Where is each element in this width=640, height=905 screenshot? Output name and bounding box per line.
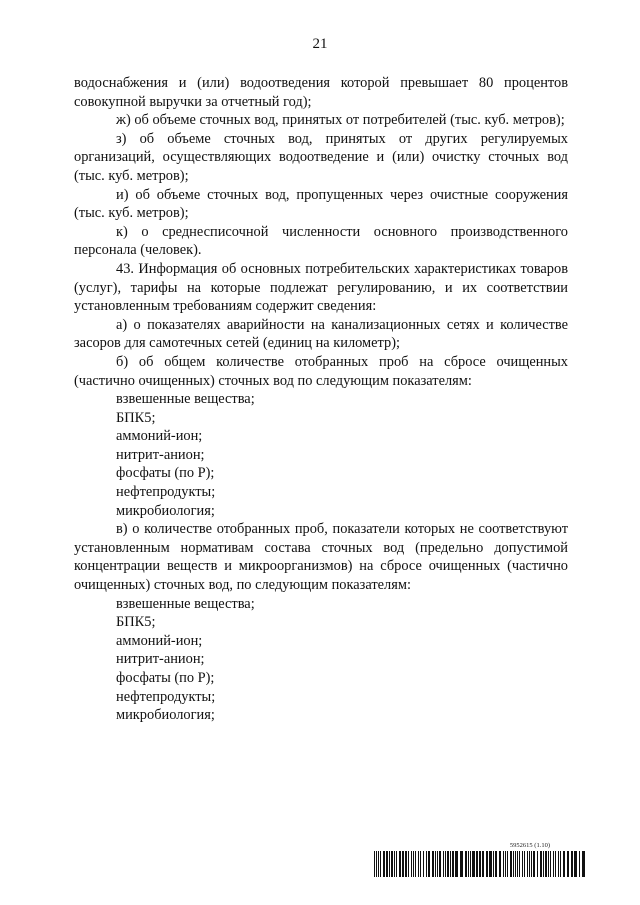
list-item: аммоний-ион;: [116, 632, 203, 649]
document-body: [74, 74, 568, 725]
paragraph-section-43: 43. Информация об основных потребительских характеристиках товаров (услуг), тарифы на которые подлежат регулированию, и их соответствии установленным требованиям содержит сведения:: [74, 260, 568, 315]
list-item: фосфаты (по Р);: [116, 670, 215, 686]
list-item: фосфаты (по Р);: [116, 465, 215, 482]
paragraph-item-zh: ж) об объеме сточных вод, принятых от потребителей (тыс. куб. метров);: [116, 112, 565, 129]
list-item: нефтепродукты;: [116, 688, 216, 705]
barcode-block: [374, 842, 588, 877]
paragraph-item-i: и) об объеме сточных вод, пропущенных через очистные сооружения (тыс. куб. метров);: [74, 186, 568, 222]
paragraph-item-a: а) о показателях аварийности на канализационных сетях и количестве засоров для самотечных сетей (единиц на километр);: [74, 316, 568, 352]
list-item: нитрит-анион;: [116, 651, 205, 668]
list-item: аммоний-ион;: [116, 428, 203, 445]
list-item: БПК5;: [116, 409, 156, 426]
paragraph-continuation: водоснабжения и (или) водоотведения которой превышает 80 процентов совокупной выручки за отчетный год);: [74, 75, 568, 110]
paragraph-item-k: к) о среднесписочной численности основного производственного персонала (человек).: [74, 223, 568, 259]
paragraph-item-v: в) о количестве отобранных проб, показатели которых не соответствуют установленным нормативам состава сточных вод (предельно допустимой концентрации веществ и микроорганизмов) на сбросе очищенных (частично очищенных) сточных вод, по следующим показателям:: [74, 521, 568, 594]
list-item: взвешенные вещества;: [116, 391, 255, 408]
barcode-caption: 5952615 (1.10): [509, 842, 550, 849]
list-item: нитрит-анион;: [116, 446, 205, 463]
list-item: нефтепродукты;: [116, 484, 216, 501]
list-item: микробиология;: [116, 502, 215, 519]
page-number: 21: [312, 36, 328, 52]
list-item: микробиология;: [116, 707, 215, 724]
list-item: БПК5;: [116, 614, 156, 631]
barcode-image: [374, 851, 588, 877]
paragraph-item-z: з) об объеме сточных вод, принятых от других регулируемых организаций, осуществляющих водоотведение и (или) очистку сточных вод (тыс. куб. метров);: [74, 130, 568, 184]
paragraph-item-b: б) об общем количестве отобранных проб на сбросе очищенных (частично очищенных) сточных вод по следующим показателям:: [74, 353, 568, 389]
list-item: взвешенные вещества;: [116, 595, 255, 612]
